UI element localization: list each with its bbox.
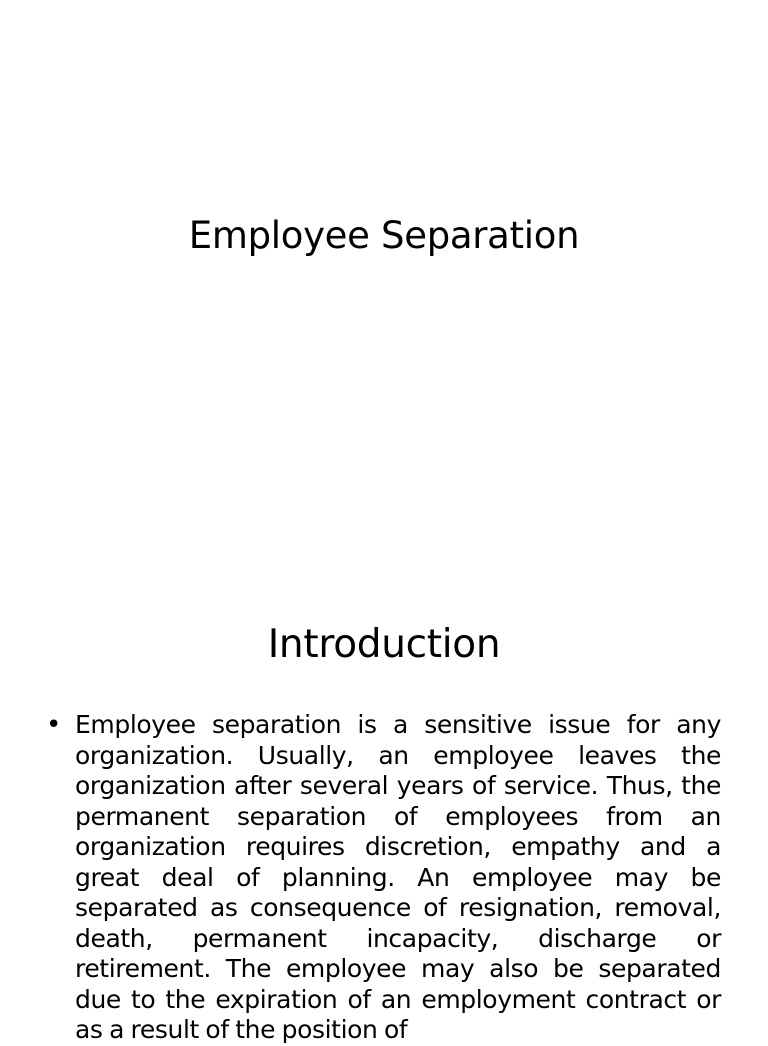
bullet-text: Employee separation is a sensitive issue for any organization. Usually, an employee leaves the organization after several years of service. Thus, the permanent separation of employees from an organization requires discretion, empathy and a great deal of planning. An employee may be separated as consequence of resignation, removal, death, permanent incapacity, discharge or retirement. The employee may also be separated due to the expiration of an employment contract or as a result of the position of bbox=[75, 710, 721, 1044]
slide-title: Employee Separation bbox=[188, 214, 580, 257]
introduction-slide bbox=[0, 576, 768, 1044]
section-heading: Introduction bbox=[267, 622, 501, 667]
bullet-list bbox=[46, 710, 721, 1046]
bullet-item bbox=[46, 710, 721, 1046]
bullet-dot-icon: • bbox=[46, 710, 62, 740]
